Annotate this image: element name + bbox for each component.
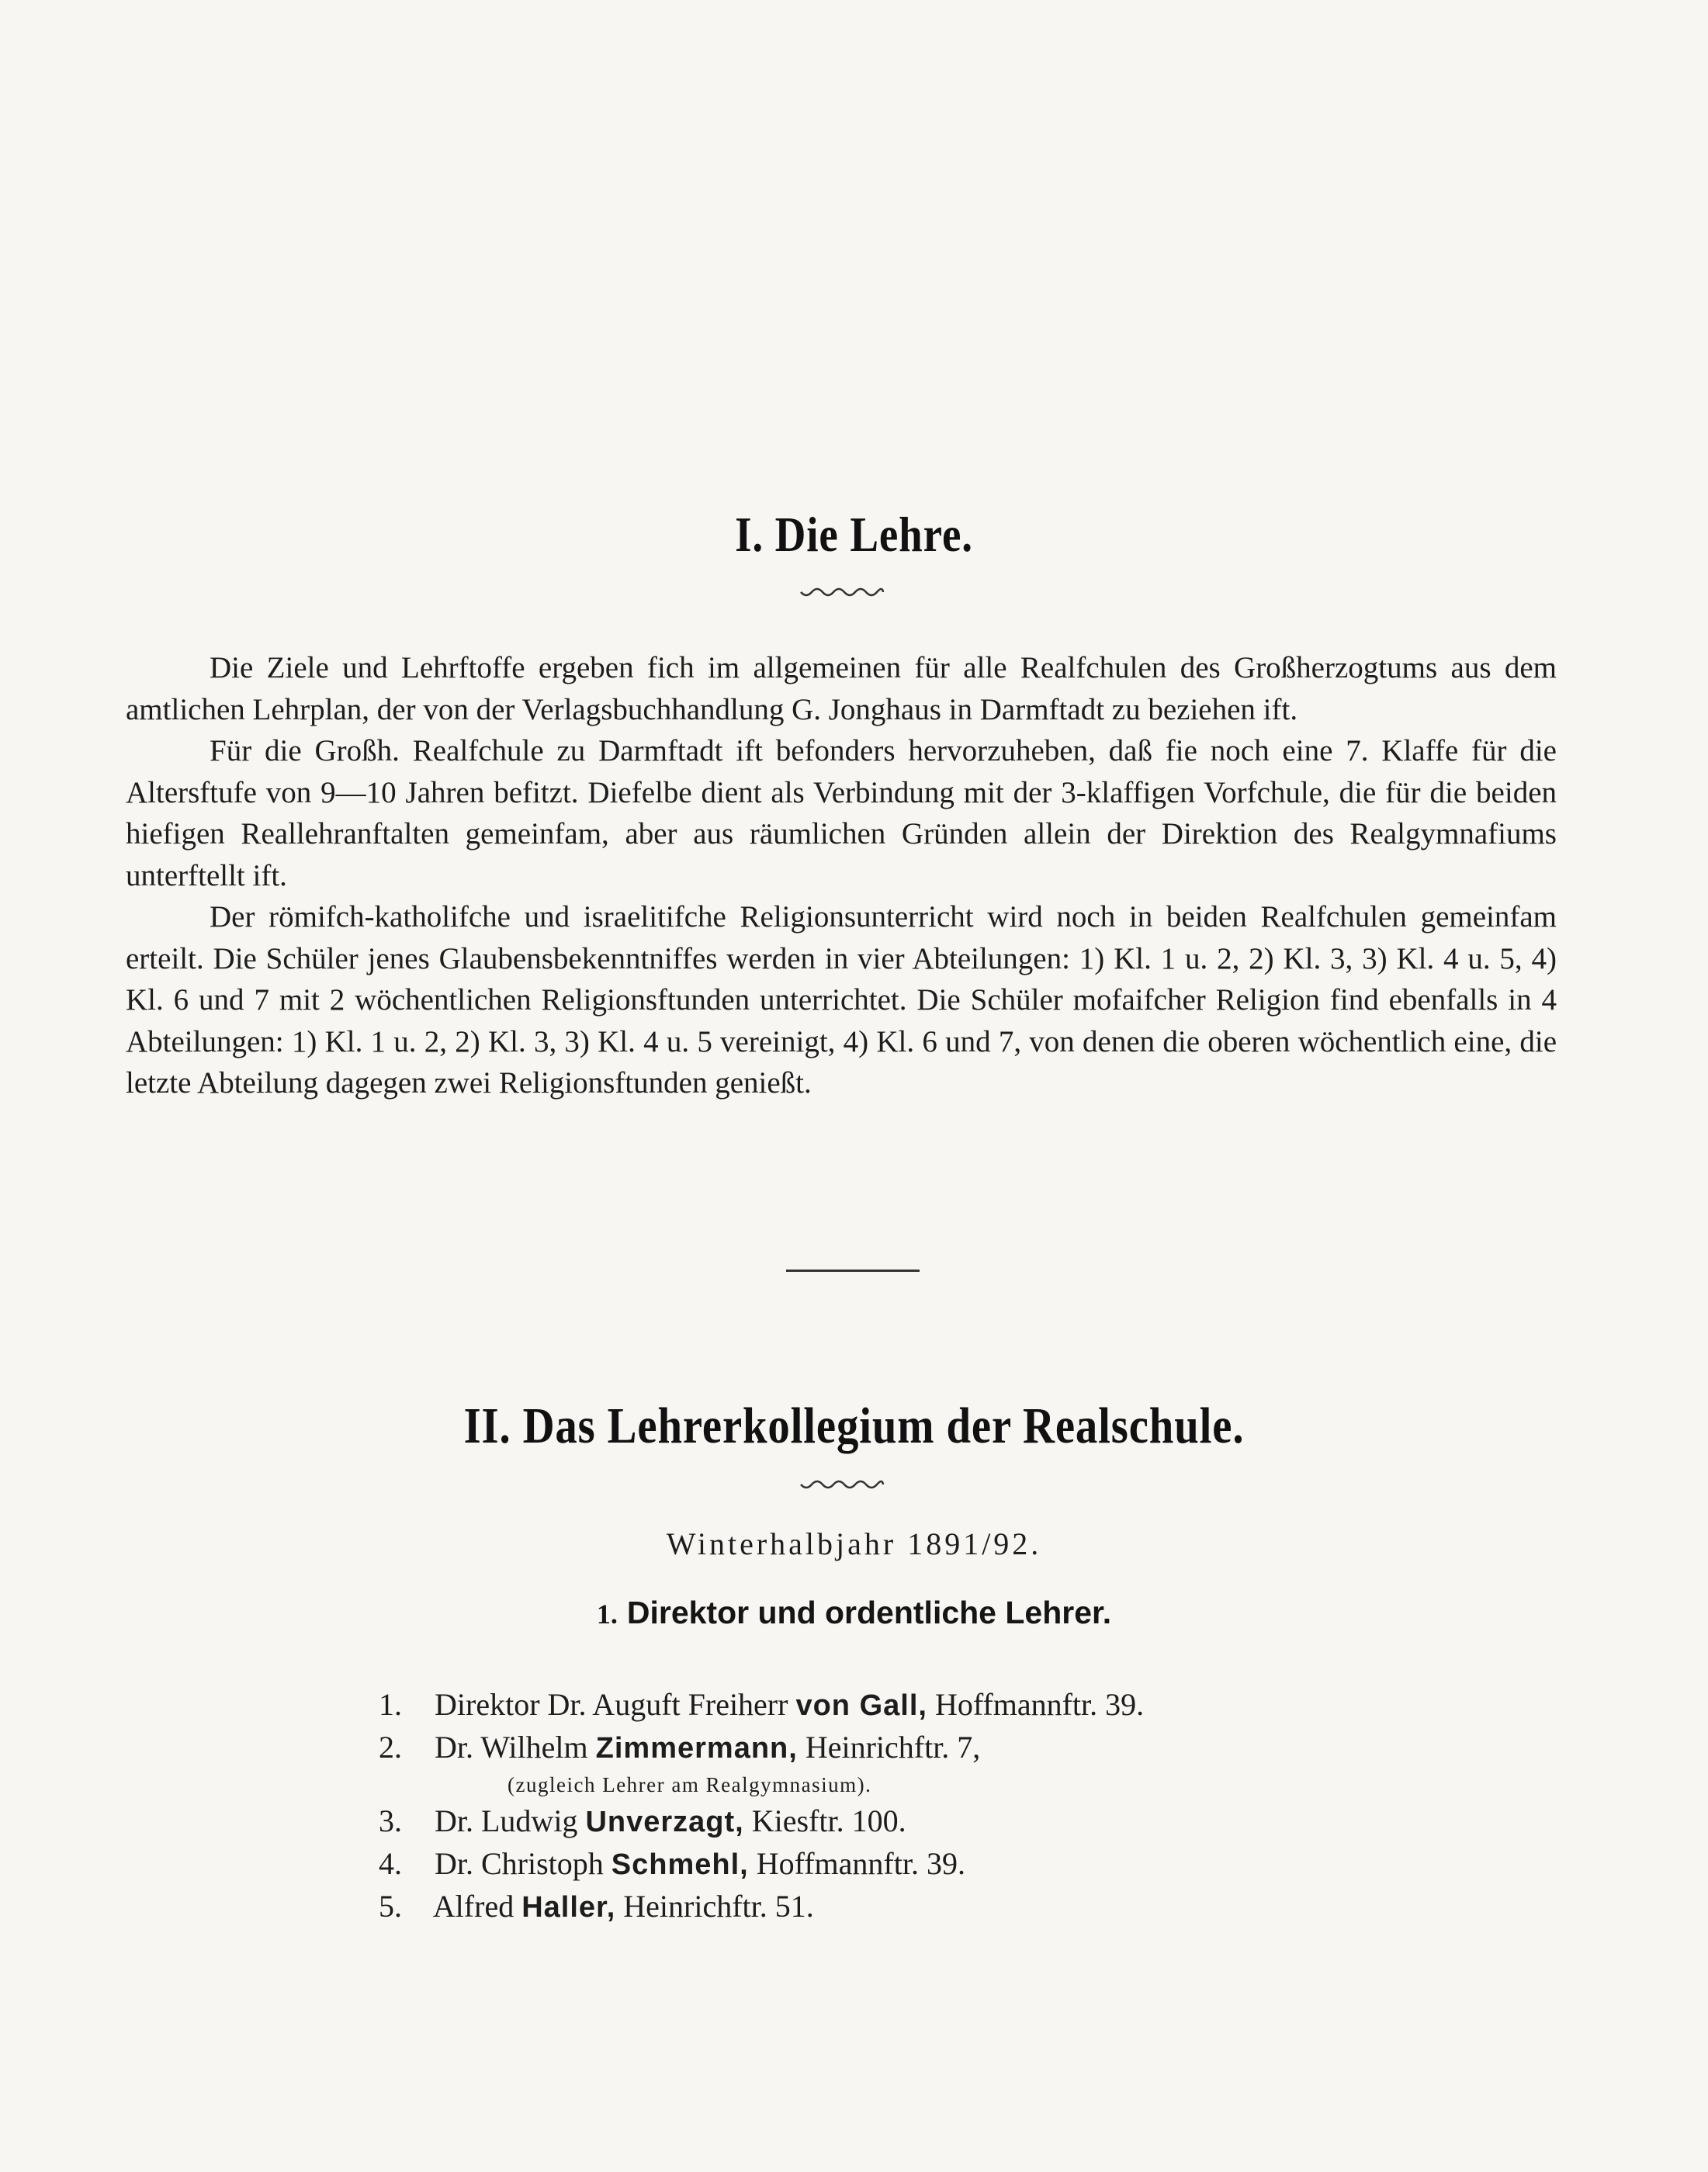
section-heading-lehre: I. Die Lehre. (735, 507, 973, 562)
teacher-surname: Haller, (521, 1891, 616, 1924)
teacher-prefix: Alfred (432, 1889, 514, 1924)
section-body (126, 647, 1557, 1104)
subsection-title: Direktor und ordentliche Lehrer. (626, 1595, 1112, 1630)
ornament-wave-icon (799, 1478, 885, 1494)
teacher-prefix: Dr. Christoph (435, 1846, 604, 1881)
list-item (379, 1843, 1144, 1886)
list-item (379, 1684, 1144, 1727)
subsection-number: 1. (596, 1599, 618, 1630)
teacher-surname: Zimmermann, (595, 1732, 798, 1765)
teacher-surname: von Gall, (795, 1689, 927, 1722)
teacher-address: Heinrichftr. 51. (623, 1889, 814, 1924)
section-heading-lehrerkollegium: II. Das Lehrerkollegium der Realschule. (463, 1398, 1245, 1454)
teacher-list (379, 1684, 1144, 1928)
teacher-address: Hoffmannftr. 39. (934, 1687, 1145, 1722)
paragraph-siebte-klasse: Für die Großh. Realfchule zu Darmftadt ift befonders hervorzuheben, daß fie noch eine 7. Klaffe für die Altersftufe von 9—10 Jahren befitzt. Diefelbe dient als Verbindung mit der 3-klaffigen Vorfchule, die für die beiden hiefigen Reallehranftalten gemeinfam, aber aus räumlichen Gründen allein der Direktion des Realgymnafiums unterftellt ift. (126, 734, 1557, 892)
teacher-prefix: Dr. Ludwig (435, 1803, 578, 1838)
teacher-address: Heinrichftr. 7, (805, 1730, 981, 1765)
item-number: 1. (379, 1687, 402, 1722)
list-item (379, 1727, 1144, 1800)
ornament-wave-icon (799, 586, 885, 601)
teacher-surname: Schmehl, (611, 1848, 749, 1881)
item-number: 5. (379, 1889, 402, 1924)
item-number: 4. (379, 1846, 402, 1881)
item-number: 2. (379, 1730, 402, 1765)
paragraph-religionsunterricht: Der römifch-katholifche und israelitifche Religionsunterricht wird noch in beiden Realfchulen gemeinfam erteilt. Die Schüler jenes Glaubensbekenntniffes werden in vier Abteilungen: 1) Kl. 1 u. 2, 2) Kl. 3, 3) Kl. 4 u. 5, 4) Kl. 6 und 7 mit 2 wöchentlichen Religionsftunden unterrichtet. Die Schüler mofaifcher Religion find ebenfalls in 4 Abteilungen: 1) Kl. 1 u. 2, 2) Kl. 3, 3) Kl. 4 u. 5 vereinigt, 4) Kl. 6 und 7, von denen die oberen wöchentlich eine, die letzte Abteilung dagegen zwei Religionsftunden genießt. (126, 900, 1557, 1100)
teacher-surname: Unverzagt, (585, 1806, 744, 1838)
item-number: 3. (379, 1803, 402, 1838)
list-item (379, 1886, 1144, 1928)
teacher-address: Hoffmannftr. 39. (756, 1846, 965, 1881)
subsection-heading (0, 1595, 1708, 1631)
teacher-address: Kiesftr. 100. (751, 1803, 906, 1838)
paragraph-lehrplan: Die Ziele und Lehrftoffe ergeben fich im allgemeinen für alle Realfchulen des Großherzogtums aus dem amtlichen Lehrplan, der von der Verlagsbuchhandlung G. Jonghaus in Darmftadt zu beziehen ift. (126, 651, 1557, 726)
section-divider (786, 1270, 920, 1272)
teacher-prefix: Direktor Dr. Auguft Freiherr (435, 1687, 788, 1722)
semester-label: Winterhalbjahr 1891/92. (666, 1526, 1042, 1561)
list-item (379, 1800, 1144, 1843)
teacher-note: (zugleich Lehrer am Realgymnasium). (508, 1773, 872, 1796)
teacher-prefix: Dr. Wilhelm (435, 1730, 588, 1765)
